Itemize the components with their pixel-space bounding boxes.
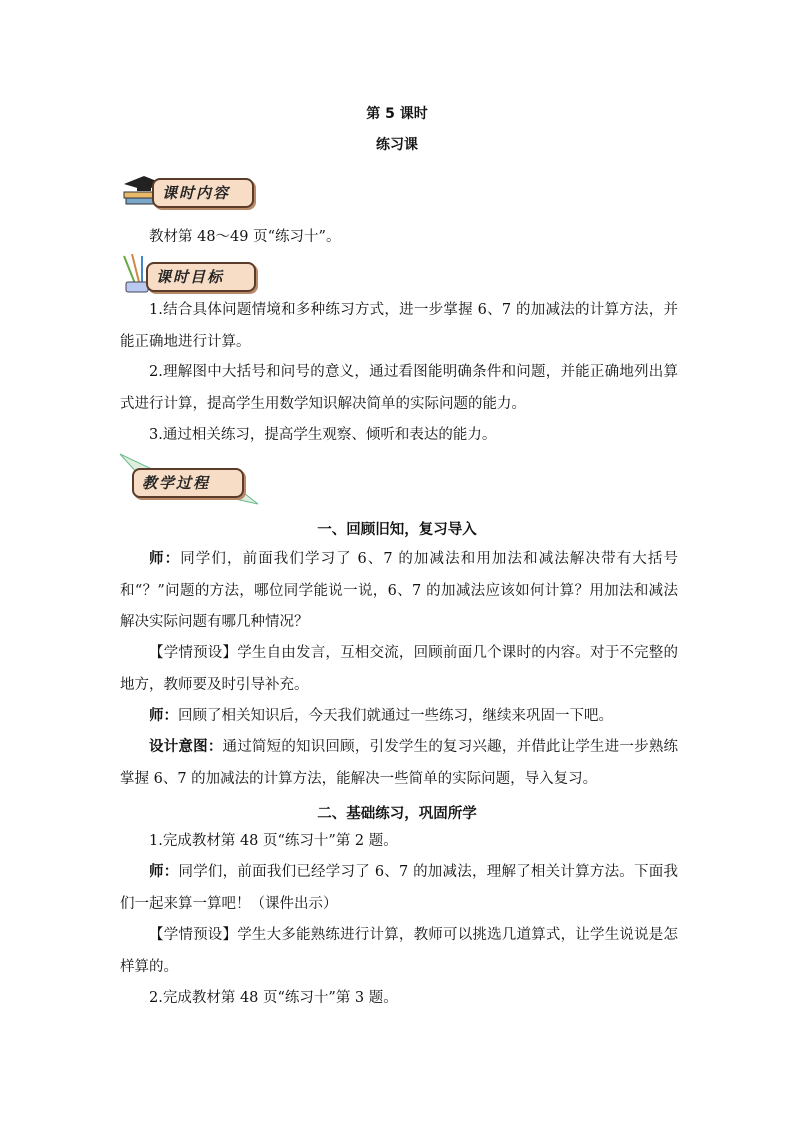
paragraph-text: 通过简短的知识回顾，引发学生的复习兴趣，并借此让学生进一步熟练掌握 6、7 的加减法的计算方法，能解决一些简单的实际问题，导入复习。 xyxy=(120,739,679,787)
content-paragraph: 教材第 48～49 页“练习十”。 xyxy=(149,229,341,245)
section-2-paragraph-2 xyxy=(120,857,678,920)
section-2-paragraph-3 xyxy=(120,920,678,983)
section-1-paragraph-3 xyxy=(120,701,678,733)
paragraph-text: 同学们，前面我们学习了 6、7 的加减法和用加法和减法解决带有大括号和“？”问题的方法，哪位同学能说一说，6、7 的加减法应该如何计算？用加法和减法解决实际问题有哪几种情况？ xyxy=(120,551,679,630)
lesson-type: 练习课 xyxy=(376,137,418,153)
design-intent-label: 设计意图 xyxy=(149,739,208,755)
paragraph-text: 学生自由发言，互相交流，回顾前面几个课时的内容。对于不完整的地方，教师要及时引导补充。 xyxy=(120,645,679,693)
banner-lesson-content xyxy=(122,172,262,212)
section-1-paragraph-4: 设计意图：通过简短的知识回顾，引发学生的复习兴趣，并借此让学生进一步熟练掌握 6、7 的加减法的计算方法，能解决一些简单的实际问题，导入复习。 xyxy=(120,739,679,787)
paragraph-text: 回顾了相关知识后，今天我们就通过一些练习，继续来巩固一下吧。 xyxy=(178,708,613,724)
speaker-label: 师： xyxy=(149,864,179,880)
speaker-label: 师： xyxy=(149,551,181,567)
preset-label: 【学情预设】 xyxy=(149,927,238,943)
section-2-heading: 二、基础练习，巩固所学 xyxy=(317,806,477,822)
preset-label: 【学情预设】 xyxy=(149,645,238,661)
paragraph-text: 学生大多能熟练进行计算，教师可以挑选几道算式，让学生说说是怎样算的。 xyxy=(120,927,679,975)
banner-label: 教学过程 xyxy=(142,474,211,492)
section-1-heading: 一、回顾旧知，复习导入 xyxy=(317,522,477,538)
goal-3: 3.通过相关练习，提高学生观察、倾听和表达的能力。 xyxy=(149,427,497,443)
lesson-number: 第 5 课时 xyxy=(366,106,428,122)
section-1-paragraph-1 xyxy=(120,544,678,639)
paragraph-text: 同学们，前面我们已经学习了 6、7 的加减法，理解了相关计算方法。下面我们一起来算一算吧！（课件出示） xyxy=(120,864,679,912)
section-2-paragraph-1: 1.完成教材第 48 页“练习十”第 2 题。 xyxy=(149,833,398,849)
goal-2: 2.理解图中大括号和问号的意义，通过看图能明确条件和问题，并能正确地列出算式进行计算，提高学生用数学知识解决简单的实际问题的能力。 xyxy=(120,364,678,412)
goal-1: 1.结合具体问题情境和多种练习方式，进一步掌握 6、7 的加减法的计算方法，并能正确地进行计算。 xyxy=(120,302,678,350)
speaker-label: 师： xyxy=(149,708,178,724)
banner-lesson-goals xyxy=(120,254,260,294)
banner-teaching-process xyxy=(118,452,268,510)
section-1-paragraph-2 xyxy=(120,638,678,701)
section-2-paragraph-4: 2.完成教材第 48 页“练习十”第 3 题。 xyxy=(149,990,398,1006)
banner-label: 课时内容 xyxy=(162,184,231,202)
banner-label: 课时目标 xyxy=(156,268,225,286)
